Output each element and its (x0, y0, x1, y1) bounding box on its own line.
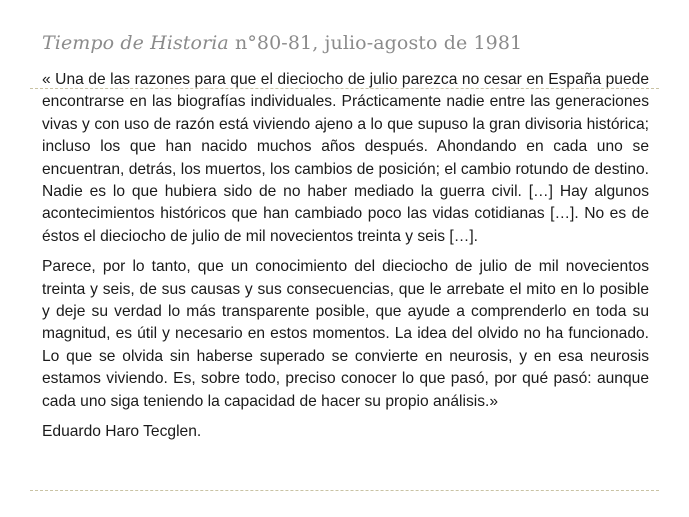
bottom-divider (30, 490, 659, 491)
quote-paragraph-2: Parece, por lo tanto, que un conocimiento del dieciocho de julio de mil novecientos treinta y seis, de sus causas y sus consecuencias, que le arrebate el mito en lo posible y deje su verdad lo más transparente posible, que ayude a comprenderlo en toda su magnitud, es útil y necesario en estos momentos. La idea del olvido no ha funcionado. Lo que se olvida sin haberse superado se convierte en neurosis, y en esa neurosis estamos viviendo. Es, sobre todo, preciso conocer lo que pasó, por qué pasó: aunque cada uno siga teniendo la capacidad de hacer su propio análisis.» (42, 258, 649, 410)
quote-paragraph-1: « Una de las razones para que el dieciocho de julio parezca no cesar en España puede encontrarse en las biografías individuales. Prácticamente nadie entre las generaciones vivas y con uso de razón está viviendo ajeno a lo que supuso la gran divisoria histórica; incluso los que han nacido muchos años después. Ahondando en cada uno se encuentran, detrás, los muertos, los cambios de posición; el cambio rotundo de destino. Nadie es lo que hubiera sido de no haber mediado la guerra civil. […] Hay algunos acontecimientos históricos que han cambiado poco las vidas cotidianas […]. No es de éstos el dieciocho de julio de mil novecientos treinta y seis […]. (42, 71, 649, 245)
quote-body (42, 69, 649, 444)
publication-name: Tiempo de Historia (42, 32, 229, 54)
publication-issue: n°80-81, julio-agosto de 1981 (228, 32, 523, 54)
slide-title (42, 32, 522, 54)
quote-author: Eduardo Haro Tecglen. (42, 423, 202, 441)
